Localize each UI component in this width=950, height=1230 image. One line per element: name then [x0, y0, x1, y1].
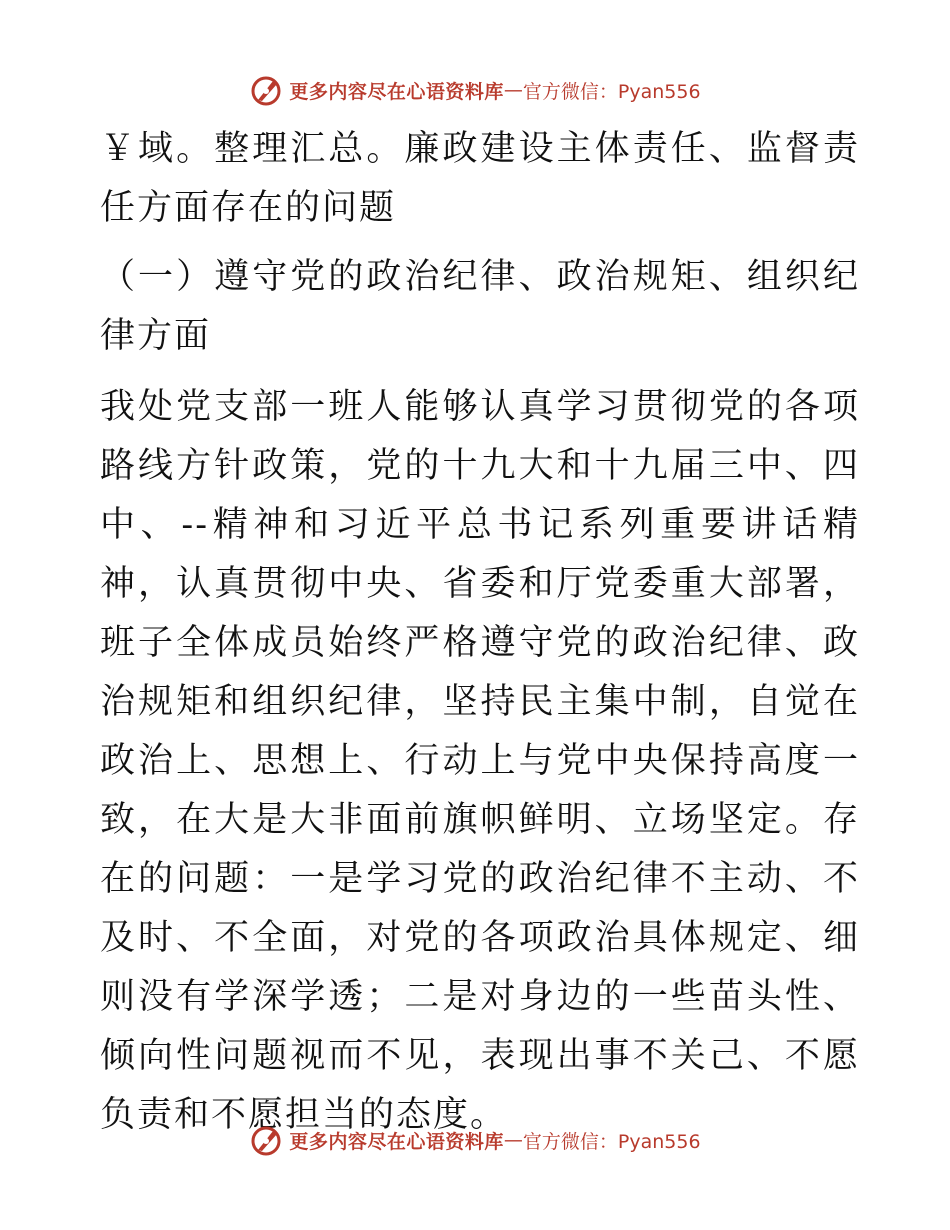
banner-separator: —: [503, 1129, 523, 1151]
quill-pen-logo-icon: [249, 73, 283, 107]
header-banner: [0, 70, 950, 110]
quill-pen-logo-icon: [249, 1123, 283, 1157]
banner-title: 更多内容尽在心语资料库: [289, 1130, 504, 1153]
footer-banner: [0, 1120, 950, 1160]
paragraph-section-heading: （一）遵守党的政治纪律、政治规矩、组织纪律方面: [100, 257, 860, 356]
banner-separator: —: [503, 79, 523, 101]
paragraph-body-text: 我处党支部一班人能够认真学习贯彻党的各项路线方针政策，党的十九大和十九届三中、四中、--精神和习近平总书记系列重要讲话精神，认真贯彻中央、省委和厅党委重大部署，班子全体成员始终严格遵守党的政治纪律、政治规矩和组织纪律，坚持民主集中制，自觉在政治上、思想上、行动上与党中央保持高度一致，在大是大非面前旗帜鲜明、立场坚定。存在的问题：一是学习党的政治纪律不主动、不及时、不全面，对党的各项政治具体规定、细则没有学深学透；二是对身边的一些苗头性、倾向性问题视而不见，表现出事不关己、不愿负责和不愿担当的态度。: [100, 387, 860, 1135]
paragraph-heading-intro: ￥域。整理汇总。廉政建设主体责任、监督责任方面存在的问题: [100, 129, 860, 228]
banner-contact: 官方微信：Pyan556: [522, 80, 701, 103]
document-body: [100, 120, 860, 1155]
banner-title: 更多内容尽在心语资料库: [289, 80, 504, 103]
banner-contact: 官方微信：Pyan556: [522, 1130, 701, 1153]
